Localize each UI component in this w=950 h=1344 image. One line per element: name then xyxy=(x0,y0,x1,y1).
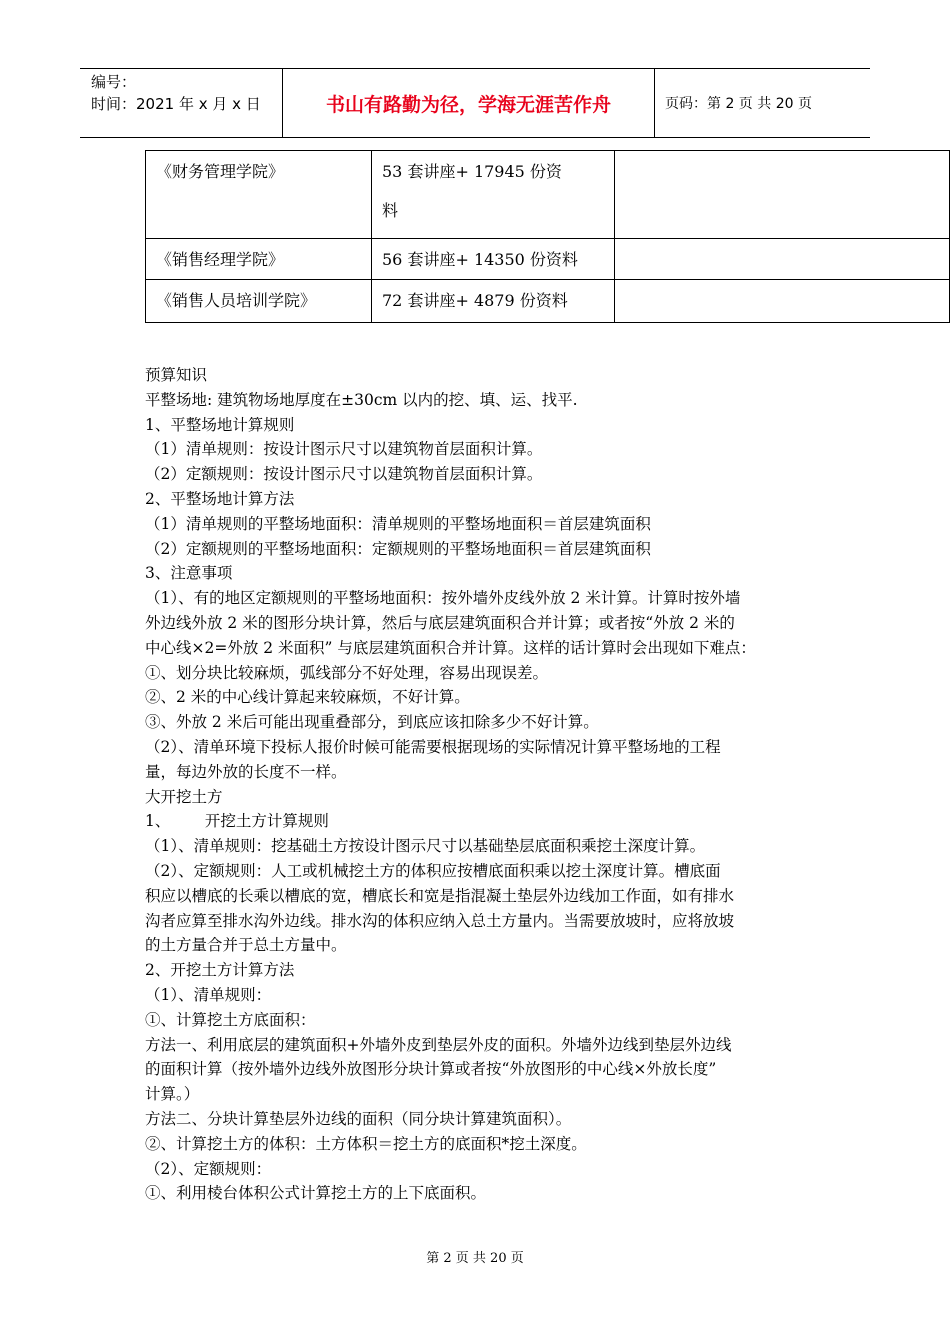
table-cell-extra xyxy=(615,239,950,280)
table-cell-name: 《财务管理学院》 xyxy=(146,151,372,239)
text-line: （1）、清单规则： xyxy=(145,985,272,1004)
table-cell-name: 《销售人员培训学院》 xyxy=(146,280,372,323)
table-row xyxy=(146,280,950,323)
table-cell-desc-line1: 53 套讲座+ 17945 份资 xyxy=(382,162,562,181)
text-line: 方法一、利用底层的建筑面积+外墙外皮到垫层外皮的面积。外墙外边线到垫层外边线 xyxy=(145,1035,732,1054)
text-line: （1）、清单规则：挖基础土方按设计图示尺寸以基础垫层底面积乘挖土深度计算。 xyxy=(145,837,706,856)
text-line: 计算。） xyxy=(145,1085,200,1104)
text-line: ①、划分块比较麻烦，弧线部分不好处理，容易出现误差。 xyxy=(145,663,549,682)
number-label: 编号： xyxy=(91,73,137,91)
header-page-info: 页码：第 2 页 共 20 页 xyxy=(665,96,812,112)
header-meta xyxy=(80,69,283,137)
text-line: （2）、定额规则：人工或机械挖土方的体积应按槽底面积乘以挖土深度计算。槽底面 xyxy=(145,861,721,880)
text-line: ②、2 米的中心线计算起来较麻烦，不好计算。 xyxy=(145,688,470,707)
body-text xyxy=(145,363,815,1206)
text-line: 大开挖土方 xyxy=(145,787,223,806)
text-line: 3、注意事项 xyxy=(145,564,233,583)
text-line: ③、外放 2 米后可能出现重叠部分，到底应该扣除多少不好计算。 xyxy=(145,713,599,732)
text-line: （1）清单规则：按设计图示尺寸以建筑物首层面积计算。 xyxy=(145,440,543,459)
page-footer: 第 2 页 共 20 页 xyxy=(426,1251,524,1266)
time-label: 时间：2021 年 x 月 x 日 xyxy=(91,95,261,113)
text-line: 沟者应算至排水沟外边线。排水沟的体积应纳入总土方量内。当需要放坡时，应将放坡 xyxy=(145,911,735,930)
course-table xyxy=(145,150,950,323)
table-cell-extra xyxy=(615,280,950,323)
text-line: 2、开挖土方计算方法 xyxy=(145,961,295,980)
text-line: ①、计算挖土方底面积： xyxy=(145,1010,316,1029)
text-line: （2）定额规则的平整场地面积：定额规则的平整场地面积＝首层建筑面积 xyxy=(145,539,651,558)
table-cell-extra xyxy=(615,151,950,239)
text-line: 中心线×2=外放 2 米面积” 与底层建筑面积合并计算。这样的话计算时会出现如下难点： xyxy=(145,638,756,657)
table-cell-desc: 56 套讲座+ 14350 份资料 xyxy=(372,239,615,280)
text-line: （1）、有的地区定额规则的平整场地面积：按外墙外皮线外放 2 米计算。计算时按外墙 xyxy=(145,589,741,608)
text-line: 1、 开挖土方计算规则 xyxy=(145,812,329,831)
text-line: 外边线外放 2 米的图形分块计算，然后与底层建筑面积合并计算；或者按“外放 2 米的 xyxy=(145,613,735,632)
table-row xyxy=(146,239,950,280)
text-line: 方法二、分块计算垫层外边线的面积（同分块计算建筑面积）。 xyxy=(145,1109,572,1128)
text-line: 预算知识 xyxy=(145,366,208,384)
table-cell-name: 《销售经理学院》 xyxy=(146,239,372,280)
text-line: 量，每边外放的长度不一样。 xyxy=(145,762,347,781)
document-header xyxy=(80,68,870,138)
text-line: （2）、清单环境下投标人报价时候可能需要根据现场的实际情况计算平整场地的工程 xyxy=(145,737,721,756)
text-line: ②、计算挖土方的体积：土方体积＝挖土方的底面积*挖土深度。 xyxy=(145,1134,587,1153)
text-line: 平整场地: 建筑物场地厚度在±30cm 以内的挖、填、运、找平. xyxy=(145,390,578,409)
header-motto: 书山有路勤为径，学海无涯苦作舟 xyxy=(283,69,655,137)
table-cell-desc xyxy=(372,151,615,239)
text-line: 2、平整场地计算方法 xyxy=(145,489,295,508)
text-line: 1、平整场地计算规则 xyxy=(145,415,295,434)
table-row xyxy=(146,151,950,239)
text-line: 的面积计算（按外墙外边线外放图形分块计算或者按“外放图形的中心线×外放长度” xyxy=(145,1060,717,1079)
text-line: （1）清单规则的平整场地面积：清单规则的平整场地面积＝首层建筑面积 xyxy=(145,514,651,533)
table-cell-desc-line2: 料 xyxy=(382,201,399,220)
text-line: （2）、定额规则： xyxy=(145,1159,272,1178)
text-line: 积应以槽底的长乘以槽底的宽，槽底长和宽是指混凝土垫层外边线加工作面，如有排水 xyxy=(145,886,735,905)
table-cell-desc: 72 套讲座+ 4879 份资料 xyxy=(372,280,615,323)
text-line: 的土方量合并于总土方量中。 xyxy=(145,936,347,955)
text-line: ①、利用棱台体积公式计算挖土方的上下底面积。 xyxy=(145,1184,487,1203)
text-line: （2）定额规则：按设计图示尺寸以建筑物首层面积计算。 xyxy=(145,465,543,484)
